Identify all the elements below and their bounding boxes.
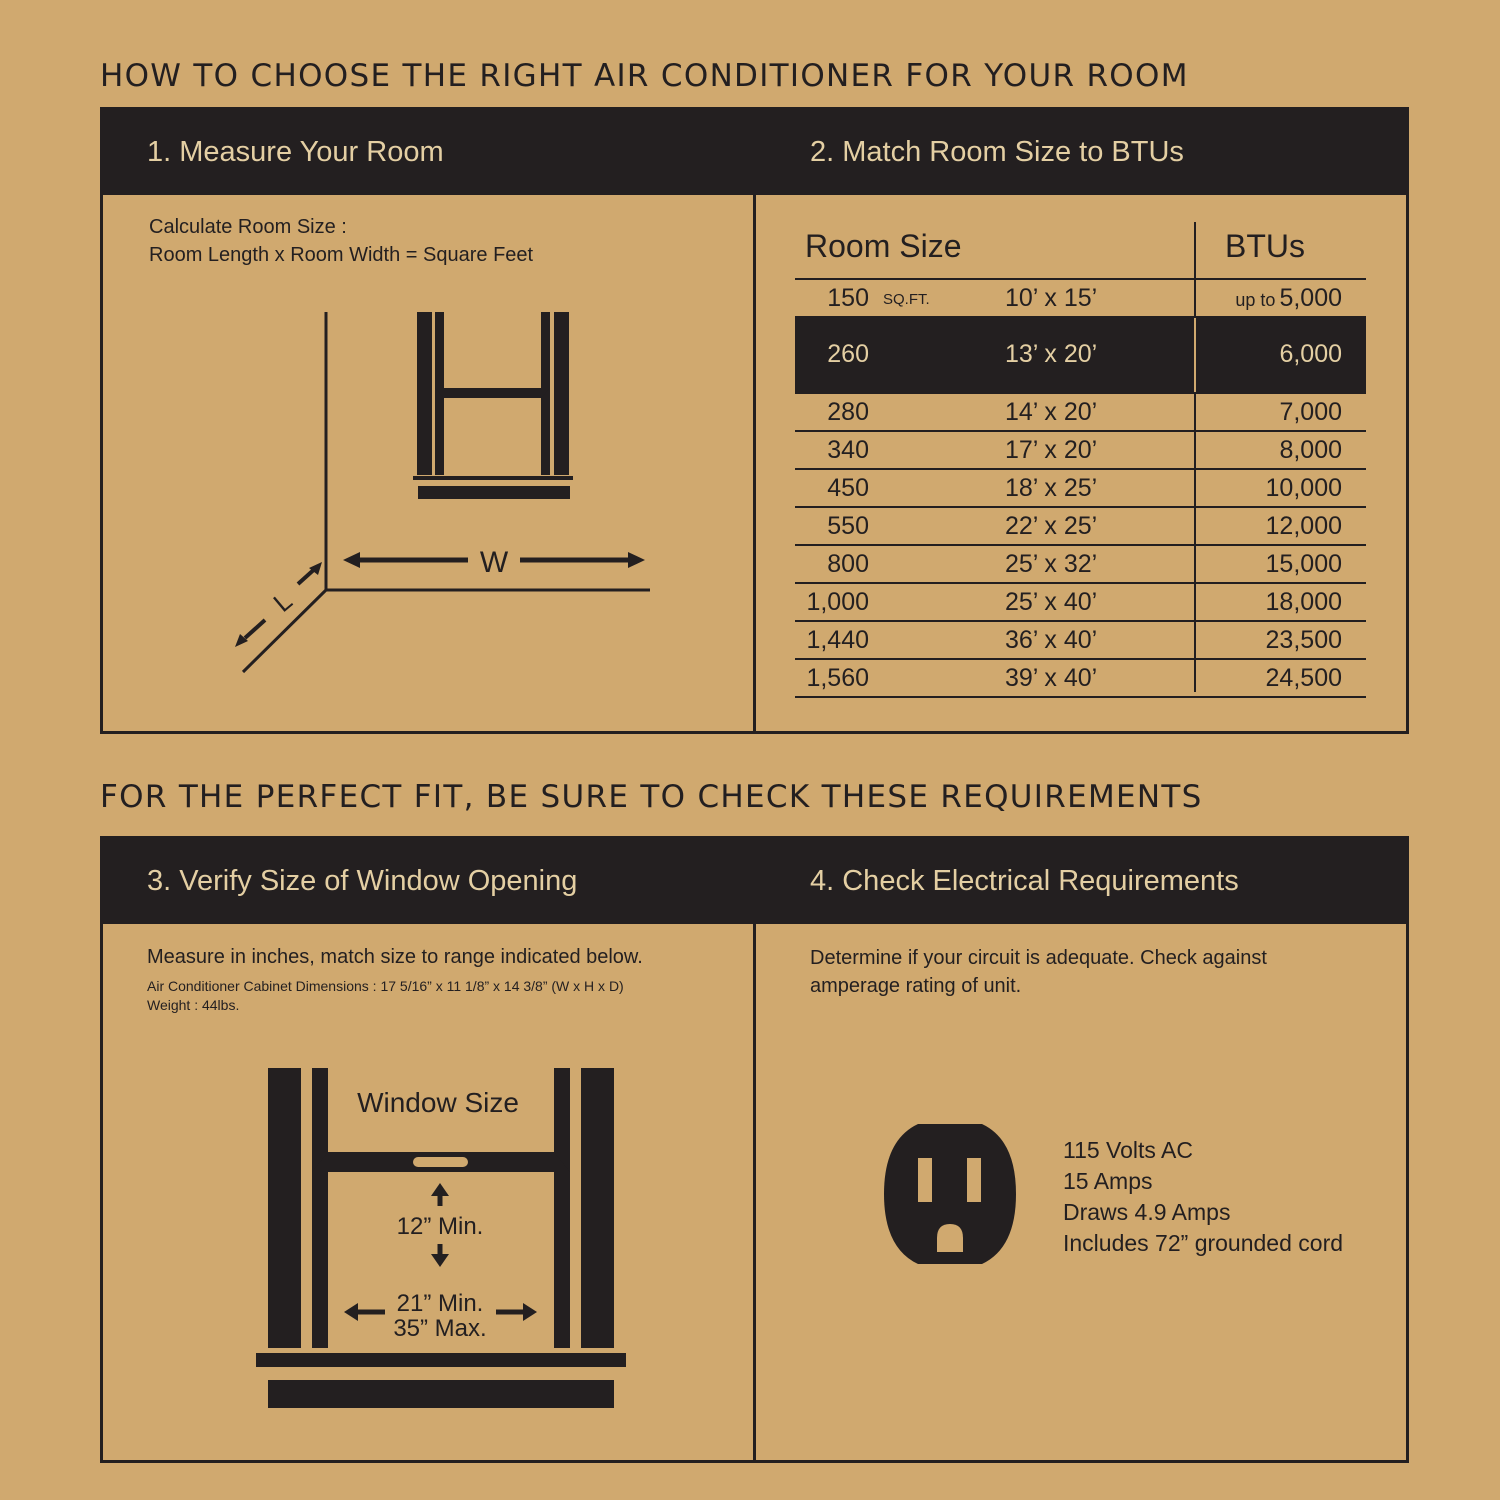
height-min-label: 12” Min. (396, 1213, 484, 1240)
table-row: 800 25’ x 32’ 15,000 (795, 546, 1366, 584)
table-row: 550 22’ x 25’ 12,000 (795, 508, 1366, 546)
spec-amps: 15 Amps (1063, 1168, 1153, 1194)
room-size-label: Calculate Room Size : (149, 216, 347, 238)
table-row: 340 17’ x 20’ 8,000 (795, 432, 1366, 470)
table-row: 450 18’ x 25’ 10,000 (795, 470, 1366, 508)
outlet-icon (880, 1120, 1020, 1270)
electrical-specs (1063, 1135, 1343, 1259)
table-row: 150 SQ.FT. 10’ x 15’ up to 5,000 (795, 280, 1366, 318)
spec-cord: Includes 72” grounded cord (1063, 1230, 1344, 1256)
electrical-instructions-1: Determine if your circuit is adequate. Check against (810, 947, 1267, 969)
panel-match-btu-title: 2. Match Room Size to BTUs (756, 110, 1406, 195)
col-room-size: Room Size (805, 228, 962, 264)
panel-electrical-title: 4. Check Electrical Requirements (756, 839, 1406, 924)
window-instructions: Measure in inches, match size to range indicated below. (147, 946, 643, 968)
sqft-unit: SQ.FT. (883, 291, 930, 308)
spec-volts: 115 Volts AC (1063, 1137, 1193, 1163)
unit-weight: Weight : 44lbs. (147, 997, 240, 1013)
width-min-label: 21” Min. (396, 1290, 484, 1317)
panel-measure-room-title: 1. Measure Your Room (103, 110, 753, 195)
panel-window-size-title: 3. Verify Size of Window Opening (103, 839, 753, 924)
label-l: L (267, 585, 298, 618)
room-size-formula: Room Length x Room Width = Square Feet (149, 244, 534, 266)
col-btus: BTUs (1225, 228, 1305, 264)
spec-draws: Draws 4.9 Amps (1063, 1199, 1231, 1225)
upto-label: up to (1235, 290, 1276, 310)
table-row: 1,000 25’ x 40’ 18,000 (795, 584, 1366, 622)
section-heading: FOR THE PERFECT FIT, BE SURE TO CHECK THESE REQUIREMENTS (100, 779, 1203, 815)
label-w: W (479, 546, 509, 579)
table-row: 1,560 39’ x 40’ 24,500 (795, 660, 1366, 698)
window-diagram (0, 0, 760, 1465)
table-row: 280 14’ x 20’ 7,000 (795, 394, 1366, 432)
table-row: 1,440 36’ x 40’ 23,500 (795, 622, 1366, 660)
page-heading: HOW TO CHOOSE THE RIGHT AIR CONDITIONER FOR YOUR ROOM (100, 58, 1189, 94)
table-row-highlighted: 260 13’ x 20’ 6,000 (795, 318, 1366, 394)
table-header (795, 222, 1366, 280)
cabinet-dimensions: Air Conditioner Cabinet Dimensions : 17 5/16” x 11 1/8” x 14 3/8” (W x H x D) (147, 978, 624, 994)
width-max-label: 35” Max. (393, 1315, 487, 1342)
electrical-instructions-2: amperage rating of unit. (810, 975, 1022, 997)
btu-table (795, 222, 1366, 698)
window-size-label: Window Size (357, 1087, 519, 1118)
